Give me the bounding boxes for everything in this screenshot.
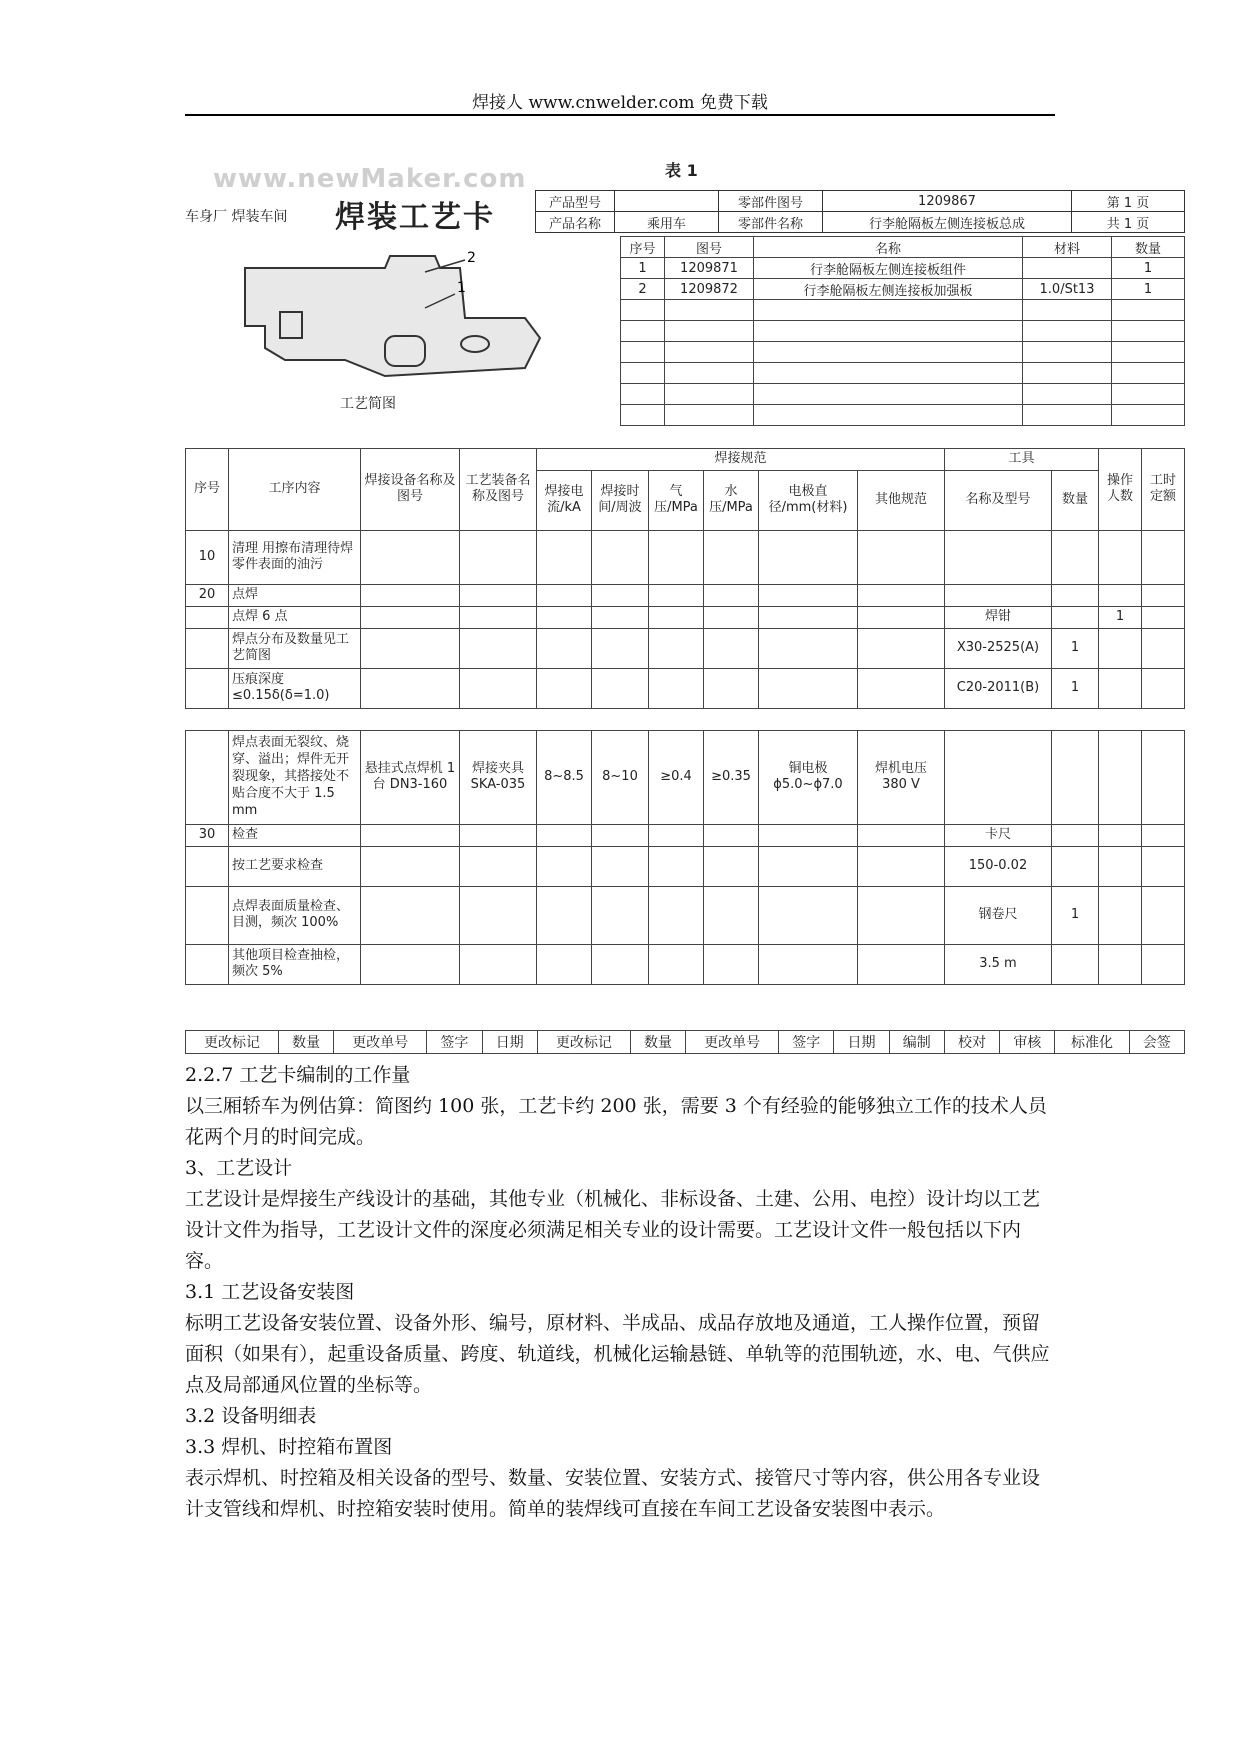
- cell: 1209871: [665, 258, 754, 279]
- header-row-2: [536, 212, 1185, 233]
- cell: 焊钳: [945, 606, 1052, 628]
- card-header-table: [535, 190, 1185, 233]
- cell: [186, 944, 229, 984]
- cell: 30: [186, 824, 229, 846]
- cell: 1209867: [823, 191, 1072, 212]
- cell: 悬挂式点焊机 1 台 DN3-160: [361, 730, 460, 824]
- cell: 数量: [279, 1031, 334, 1054]
- cell: [1052, 606, 1099, 628]
- parts-header-row: [621, 237, 1185, 258]
- cell: 150-0.02: [945, 846, 1052, 886]
- proc-row: [186, 584, 1185, 606]
- callout-2: 2: [467, 250, 476, 266]
- parts-row-empty: [621, 342, 1185, 363]
- card-title: 焊装工艺卡: [335, 200, 495, 235]
- th: 数量: [1052, 470, 1099, 530]
- parts-row-empty: [621, 405, 1185, 426]
- cell: 焊接夹具 SKA-035: [460, 730, 537, 824]
- cell: 日期: [834, 1031, 889, 1054]
- section-heading: 3.1 工艺设备安装图: [185, 1281, 355, 1303]
- th: 焊接时间/周波: [592, 470, 649, 530]
- cell: 乘用车: [615, 212, 719, 233]
- cell: ≥0.35: [704, 730, 759, 824]
- parts-row-empty: [621, 363, 1185, 384]
- cell: 产品名称: [536, 212, 615, 233]
- cell: 8~8.5: [537, 730, 592, 824]
- paragraph: 以三厢轿车为例估算：简图约 100 张，工艺卡约 200 张，需要 3 个有经验的能够独立工作的技术人员花两个月的时间完成。: [185, 1095, 1047, 1148]
- th: 工序内容: [229, 449, 361, 531]
- parts-table: [620, 236, 1185, 426]
- cell: 点焊 6 点: [229, 606, 361, 628]
- watermark: www.newMaker.com: [213, 164, 527, 194]
- body-text: [185, 1060, 1055, 1525]
- cell: 10: [186, 530, 229, 584]
- parts-row-empty: [621, 300, 1185, 321]
- th: 焊接设备名称及图号: [361, 449, 460, 531]
- cell: [1052, 824, 1099, 846]
- cell: 1: [621, 258, 665, 279]
- part-outline: [245, 256, 540, 376]
- weld-parameters-row: [186, 730, 1185, 824]
- header-row-1: [536, 191, 1185, 212]
- cell: 校对: [944, 1031, 999, 1054]
- cell: X30-2525(A): [945, 628, 1052, 668]
- cell: 1: [1052, 886, 1099, 944]
- th: 材料: [1023, 237, 1112, 258]
- cell: [1052, 584, 1099, 606]
- cell: 更改单号: [334, 1031, 427, 1054]
- header-rule: [185, 114, 1055, 116]
- cell: 20: [186, 584, 229, 606]
- cell: C20-2011(B): [945, 668, 1052, 708]
- cell: 检查: [229, 824, 361, 846]
- cell: 焊机电压 380 V: [858, 730, 945, 824]
- section-heading: 3、工艺设计: [185, 1157, 293, 1179]
- cell: 1: [1112, 279, 1185, 300]
- cell: 2: [621, 279, 665, 300]
- process-sketch: [225, 248, 645, 398]
- th: 图号: [665, 237, 754, 258]
- cell: [186, 628, 229, 668]
- cell: 1.0/St13: [1023, 279, 1112, 300]
- th: 工时定额: [1142, 449, 1185, 531]
- th: 操作人数: [1099, 449, 1142, 531]
- cell: [186, 606, 229, 628]
- cell: 标准化: [1055, 1031, 1129, 1054]
- cell: 1: [1052, 628, 1099, 668]
- cell: 1: [1052, 668, 1099, 708]
- paragraph: 表示焊机、时控箱及相关设备的型号、数量、安装位置、安装方式、接管尺寸等内容，供公用各专业设计支管线和焊机、时控箱安装时使用。简单的装焊线可直接在车间工艺设备安装图中表示。: [185, 1467, 1041, 1520]
- proc-row: [186, 944, 1185, 984]
- process-table: [185, 448, 1185, 985]
- cell: 铜电极 ϕ5.0~ϕ7.0: [759, 730, 858, 824]
- proc-row: [186, 628, 1185, 668]
- section-heading: 2.2.7 工艺卡编制的工作量: [185, 1064, 411, 1086]
- section-heading: 3.2 设备明细表: [185, 1405, 317, 1427]
- cell: 日期: [482, 1031, 537, 1054]
- cell: 8~10: [592, 730, 649, 824]
- cell: 签字: [779, 1031, 834, 1054]
- cell: 第 1 页: [1072, 191, 1185, 212]
- cell: [945, 584, 1052, 606]
- cell: ≥0.4: [649, 730, 704, 824]
- th-group: 工具: [945, 449, 1099, 471]
- parts-row: [621, 258, 1185, 279]
- paragraph: 标明工艺设备安装位置、设备外形、编号，原材料、半成品、成品存放地及通道，工人操作位置，预留面积（如果有），起重设备质量、跨度、轨道线，机械化运输悬链、单轨等的范围轨迹，水、电、气供应点及局部通风位置的坐标等。: [185, 1312, 1050, 1396]
- th: 名称及型号: [945, 470, 1052, 530]
- th: 气压/MPa: [649, 470, 704, 530]
- cell: 行李舱隔板左侧连接板组件: [754, 258, 1023, 279]
- cell: [1023, 258, 1112, 279]
- cell: [1099, 668, 1142, 708]
- welding-process-card-scan: [185, 148, 1185, 1058]
- th: 电极直径/mm(材料): [759, 470, 858, 530]
- cell: 清理 用擦布清理待焊零件表面的油污: [229, 530, 361, 584]
- proc-group-row: [186, 449, 1185, 471]
- th: 序号: [621, 237, 665, 258]
- cell: 3.5 m: [945, 944, 1052, 984]
- cell: 其他项目检查抽检，频次 5%: [229, 944, 361, 984]
- cell: 共 1 页: [1072, 212, 1185, 233]
- proc-row: [186, 530, 1185, 584]
- cell: 1: [1112, 258, 1185, 279]
- cell: 钢卷尺: [945, 886, 1052, 944]
- cell: 按工艺要求检查: [229, 846, 361, 886]
- cell: [186, 846, 229, 886]
- th: 水压/MPa: [704, 470, 759, 530]
- cell: 焊点表面无裂纹、烧穿、溢出；焊件无开裂现象，其搭接处不贴合度不大于 1.5 mm: [229, 730, 361, 824]
- sketch-label: 工艺简图: [340, 396, 396, 412]
- cell: [1052, 944, 1099, 984]
- cell: 编制: [889, 1031, 944, 1054]
- cell: 更改标记: [537, 1031, 630, 1054]
- cell: 行李舱隔板左侧连接板加强板: [754, 279, 1023, 300]
- proc-row: [186, 668, 1185, 708]
- cell: 更改单号: [686, 1031, 779, 1054]
- cell: 压痕深度≤0.15δ(δ=1.0): [229, 668, 361, 708]
- paragraph: 工艺设计是焊接生产线设计的基础，其他专业（机械化、非标设备、土建、公用、电控）设计均以工艺设计文件为指导，工艺设计文件的深度必须满足相关专业的设计需要。工艺设计文件一般包括以下内容。: [185, 1188, 1041, 1272]
- cell: 焊点分布及数量见工艺简图: [229, 628, 361, 668]
- th: 其他规范: [858, 470, 945, 530]
- cell: 1: [1099, 606, 1142, 628]
- cell: 点焊表面质量检查、目测，频次 100%: [229, 886, 361, 944]
- cell: 产品型号: [536, 191, 615, 212]
- proc-row: [186, 606, 1185, 628]
- parts-row-empty: [621, 384, 1185, 405]
- cell: [945, 530, 1052, 584]
- cell: 会签: [1129, 1031, 1184, 1054]
- cell: [1099, 584, 1142, 606]
- th: 数量: [1112, 237, 1185, 258]
- workshop-label: 车身厂 焊装车间: [185, 209, 288, 225]
- cell: 点焊: [229, 584, 361, 606]
- table-title: 表 1: [665, 161, 698, 180]
- th: 工艺装备名称及图号: [460, 449, 537, 531]
- proc-row: [186, 824, 1185, 846]
- page-break-row: [186, 708, 1185, 730]
- cell: 零部件名称: [719, 212, 823, 233]
- footer-row: [186, 1031, 1185, 1054]
- cell: [1052, 530, 1099, 584]
- cell: [615, 191, 719, 212]
- parts-row-empty: [621, 321, 1185, 342]
- cell: 零部件图号: [719, 191, 823, 212]
- cell: [1099, 530, 1142, 584]
- cell: 数量: [630, 1031, 685, 1054]
- th: 焊接电流/kA: [537, 470, 592, 530]
- section-heading: 3.3 焊机、时控箱布置图: [185, 1436, 393, 1458]
- revision-footer: [185, 1030, 1185, 1054]
- cell: [186, 668, 229, 708]
- cell: 审核: [1000, 1031, 1055, 1054]
- th: 序号: [186, 449, 229, 531]
- cell: 更改标记: [186, 1031, 279, 1054]
- cell: [1099, 628, 1142, 668]
- cell: 行李舱隔板左侧连接板总成: [823, 212, 1072, 233]
- cell: [1052, 846, 1099, 886]
- page-header: 焊接人 www.cnwelder.com 免费下载: [472, 93, 768, 113]
- th: 名称: [754, 237, 1023, 258]
- proc-row: [186, 846, 1185, 886]
- cell: 1209872: [665, 279, 754, 300]
- cell: 签字: [427, 1031, 482, 1054]
- parts-row: [621, 279, 1185, 300]
- th-group: 焊接规范: [537, 449, 945, 471]
- card-header: [185, 190, 1185, 235]
- proc-row: [186, 886, 1185, 944]
- callout-1: 1: [457, 280, 466, 296]
- cell: [186, 886, 229, 944]
- cell: 卡尺: [945, 824, 1052, 846]
